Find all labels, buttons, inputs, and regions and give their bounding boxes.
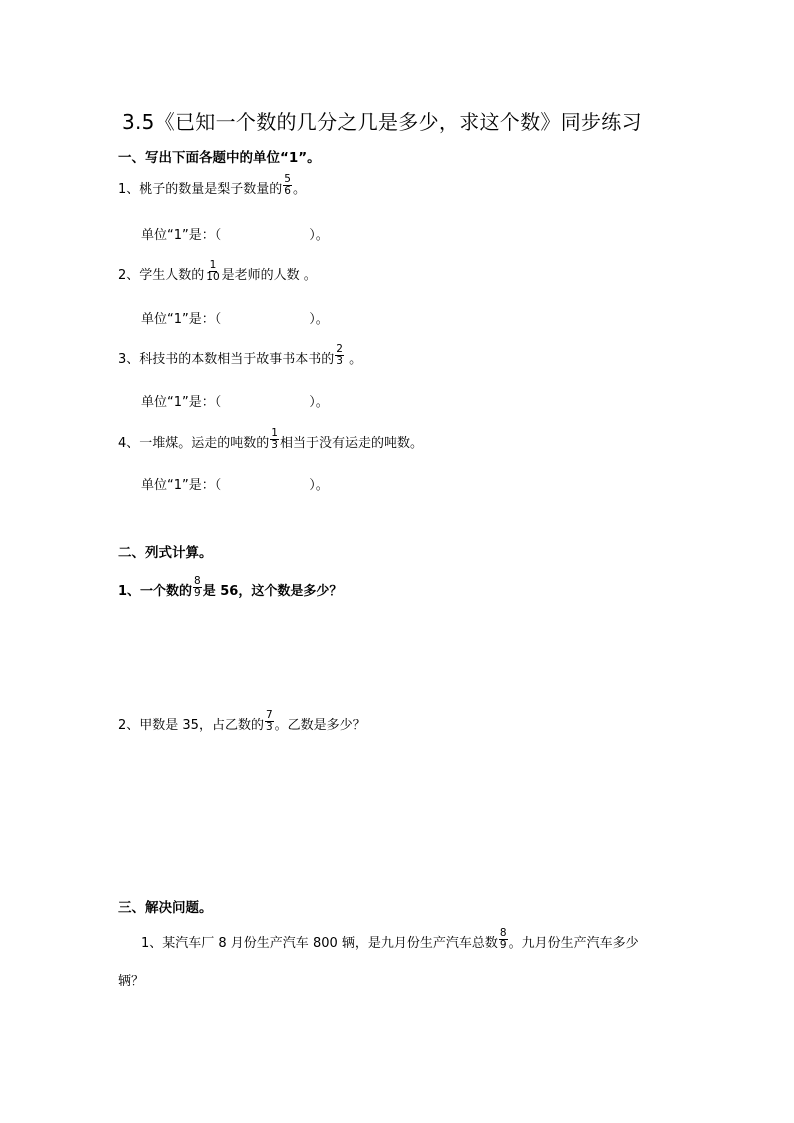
s1-answer-2: 单位“1”是：（ ）。 (141, 312, 329, 327)
s1-question-1: 1、桃子的数量是梨子数量的 $\frac{5}{6}$ 。 (118, 173, 306, 197)
s3-question-1-line2: 辆？ (118, 974, 145, 989)
fraction: $\frac{8}{9}$ (194, 575, 201, 599)
s1-question-4: 4、一堆煤。运走的吨数的 $\frac{1}{3}$ 相当于没有运走的吨数。 (118, 427, 423, 451)
page-title: 3.5《已知一个数的几分之几是多少，求这个数》同步练习 (122, 110, 642, 134)
s1-question-3: 3、科技书的本数相当于故事书本书的 $\frac{2}{3}$ 。 (118, 343, 363, 367)
s1-answer-3: 单位“1”是：（ ）。 (141, 395, 329, 410)
fraction: $\frac{2}{3}$ (336, 343, 343, 367)
s2-question-2: 2、甲数是 35，占乙数的 $\frac{7}{3}$ 。乙数是多少？ (118, 709, 366, 733)
section-2-heading: 二、列式计算。 (118, 545, 213, 561)
fraction: $\frac{1}{3}$ (271, 427, 278, 451)
section-3-heading: 三、解决问题。 (118, 900, 213, 916)
s1-question-2: 2、学生人数的 $\frac{1}{10}$ 是老师的人数 。 (118, 259, 317, 283)
fraction: $\frac{1}{10}$ (206, 259, 220, 283)
s1-answer-1: 单位“1”是：（ ）。 (141, 228, 329, 243)
s1-q1-text: 1、桃子的数量是梨子数量的 (118, 182, 283, 197)
s3-question-1: 1、某汽车厂 8 月份生产汽车 800 辆，是九月份生产汽车总数 $\frac{8}{9}$ 。九月份生产汽车多少 (141, 927, 639, 951)
fraction: $\frac{5}{6}$ (284, 173, 291, 197)
s1-answer-4: 单位“1”是：（ ）。 (141, 478, 329, 493)
fraction: $\frac{8}{9}$ (499, 927, 507, 951)
fraction: $\frac{7}{3}$ (265, 709, 273, 733)
section-1-heading: 一、写出下面各题中的单位“1”。 (118, 150, 321, 166)
s2-question-1: 1、一个数的 $\frac{8}{9}$ 是 56，这个数是多少？ (118, 575, 343, 599)
